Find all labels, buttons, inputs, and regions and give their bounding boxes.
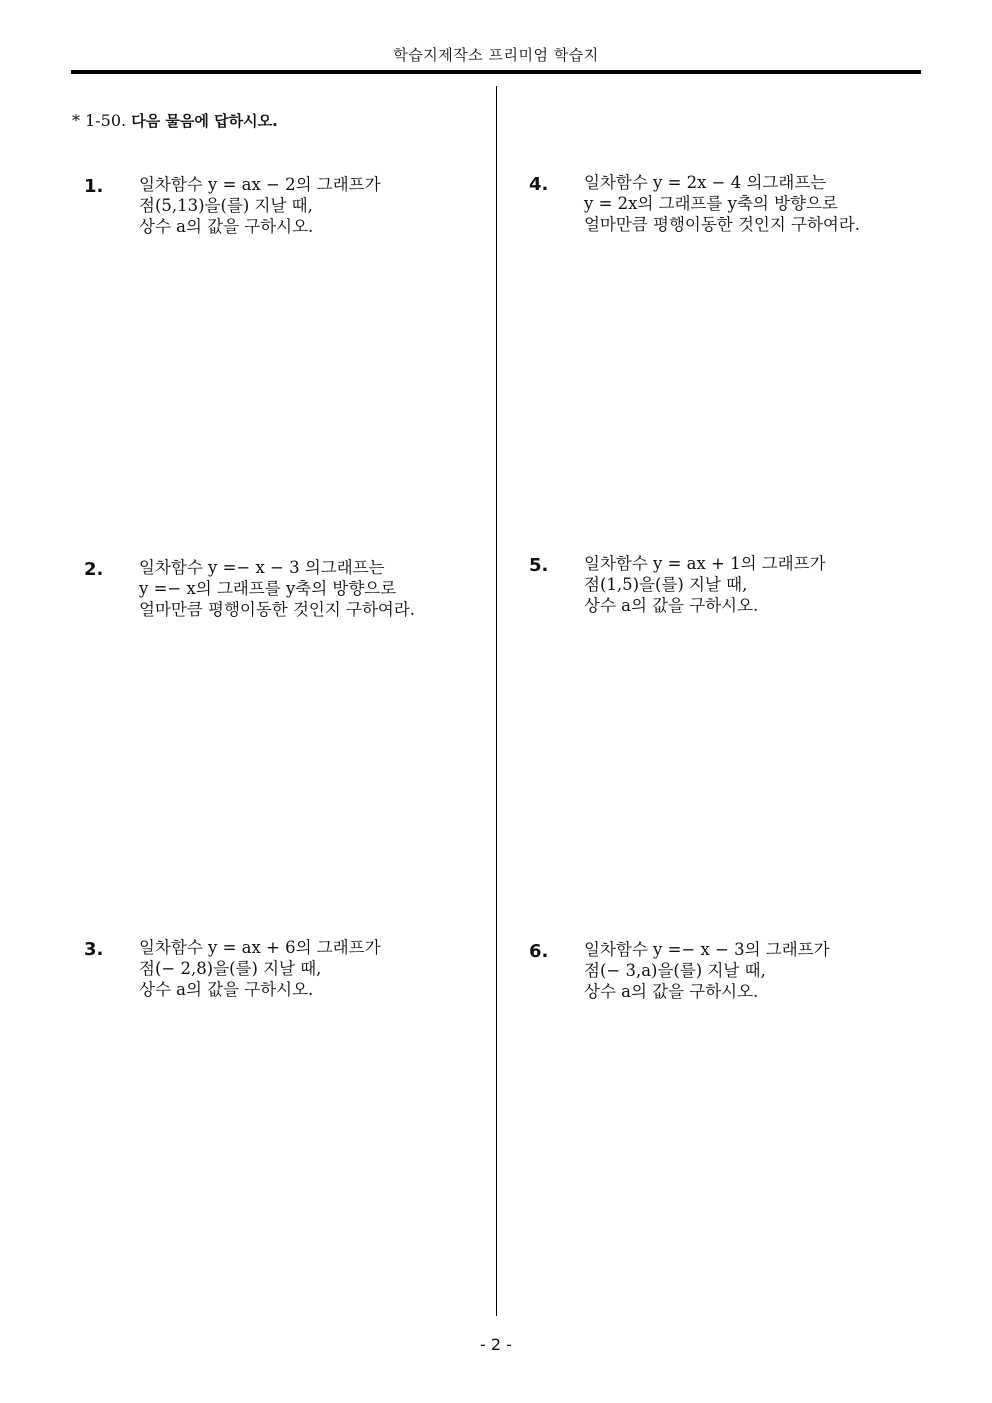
question-number: 5. — [529, 555, 549, 576]
question-text — [584, 939, 830, 1002]
question-number: 1. — [84, 176, 104, 197]
instruction-range: 1-50. — [85, 111, 127, 130]
question-line: y = 2x의 그래프를 y축의 방향으로 — [584, 194, 838, 213]
question-line: 일차함수 y =− x − 3 의그래프는 — [139, 558, 385, 577]
question-line: 상수 a의 값을 구하시오. — [584, 596, 759, 615]
instruction-marker: * — [72, 111, 80, 130]
question-number: 3. — [84, 939, 104, 960]
question-line: 점(− 3,a)을(를) 지날 때, — [584, 961, 766, 980]
question-line: 상수 a의 값을 구하시오. — [139, 217, 314, 236]
question-text — [139, 557, 415, 620]
question-text — [584, 172, 860, 235]
question-line: 상수 a의 값을 구하시오. — [139, 980, 314, 999]
question-text — [584, 553, 826, 616]
question-line: 일차함수 y = ax + 6의 그래프가 — [139, 938, 381, 957]
question-line: 일차함수 y = ax + 1의 그래프가 — [584, 554, 826, 573]
question-line: 일차함수 y = 2x − 4 의그래프는 — [584, 173, 827, 192]
header-rule — [71, 70, 921, 74]
page-number: - 2 - — [480, 1335, 512, 1354]
instruction-text: 다음 물음에 답하시오. — [131, 112, 278, 130]
instruction — [72, 110, 278, 131]
question-line: 점(5,13)을(를) 지날 때, — [139, 196, 313, 215]
question-line: 얼마만큼 평행이동한 것인지 구하여라. — [139, 600, 416, 619]
question-line: 일차함수 y =− x − 3의 그래프가 — [584, 940, 830, 959]
question-line: y =− x의 그래프를 y축의 방향으로 — [139, 579, 397, 598]
question-line: 점(− 2,8)을(를) 지날 때, — [139, 959, 322, 978]
question-text — [139, 174, 381, 237]
question-line: 얼마만큼 평행이동한 것인지 구하여라. — [584, 215, 861, 234]
question-line: 상수 a의 값을 구하시오. — [584, 982, 759, 1001]
question-line: 일차함수 y = ax − 2의 그래프가 — [139, 175, 381, 194]
question-number: 4. — [529, 174, 549, 195]
page-header-title: 학습지제작소 프리미엄 학습지 — [393, 46, 599, 64]
question-text — [139, 937, 381, 1000]
question-line: 점(1,5)을(를) 지날 때, — [584, 575, 748, 594]
column-divider — [496, 86, 497, 1316]
question-number: 2. — [84, 559, 104, 580]
question-number: 6. — [529, 941, 549, 962]
